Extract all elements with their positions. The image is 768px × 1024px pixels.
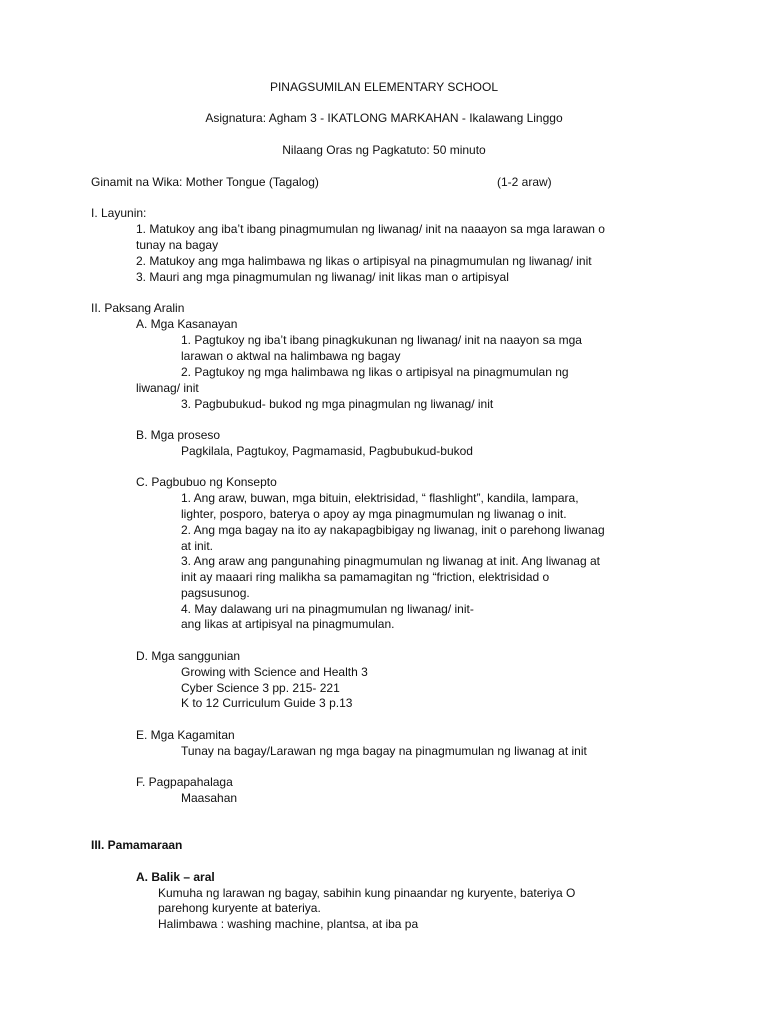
sanggunian-line: K to 12 Curriculum Guide 3 p.13 — [181, 696, 353, 710]
kasanayan-line: 2. Pagtukoy ng mga halimbawa ng likas o artipisyal na pinagmumulan ng — [181, 365, 569, 379]
kasanayan-line: 3. Pagbubukud- bukod ng mga pinagmulan ng liwanag/ init — [181, 397, 494, 411]
sanggunian-line: Cyber Science 3 pp. 215- 221 — [181, 681, 340, 695]
balik-aral-line: parehong kuryente at bateriya. — [158, 901, 321, 915]
kasanayan-line: liwanag/ init — [136, 381, 199, 395]
konsepto-line: pagsusunog. — [181, 586, 250, 600]
balik-aral-line: Kumuha ng larawan ng bagay, sabihin kung pinaandar ng kuryente, bateriya O — [158, 886, 576, 900]
kasanayan-line: 1. Pagtukoy ng iba’t ibang pinagkukunan ng liwanag/ init na naayon sa mga — [181, 333, 582, 347]
konsepto-line: 2. Ang mga bagay na ito ay nakapagbibigay ng liwanag, init o parehong liwanag — [181, 523, 605, 537]
time-allotment: Nilaang Oras ng Pagkatuto: 50 minuto — [282, 143, 486, 157]
konsepto-line: ang likas at artipisyal na pinagmumulan. — [181, 617, 395, 631]
konsepto-line: 4. May dalawang uri na pinagmumulan ng liwanag/ init- — [181, 602, 474, 616]
konsepto-heading: C. Pagbubuo ng Konsepto — [136, 475, 277, 489]
konsepto-line: at init. — [181, 539, 214, 553]
konsepto-line: init ay maaari ring malikha sa pamamagitan ng “friction, elektrisidad o — [181, 570, 550, 584]
layunin-line: 2. Matukoy ang mga halimbawa ng likas o artipisyal na pinagmumulan ng liwanag/ init — [136, 254, 592, 268]
layunin-line: 3. Mauri ang mga pinagmumulan ng liwanag/ init likas man o artipisyal — [136, 270, 509, 284]
konsepto-line: lighter, posporo, baterya o apoy ay mga pinagmumulan ng liwanag o init. — [181, 507, 567, 521]
sanggunian-heading: D. Mga sanggunian — [136, 649, 241, 663]
balik-aral-heading: A. Balik – aral — [136, 870, 215, 884]
konsepto-line: 1. Ang araw, buwan, mga bituin, elektrisidad, “ flashlight”, kandila, lampara, — [181, 491, 579, 505]
sanggunian-line: Growing with Science and Health 3 — [181, 665, 368, 679]
konsepto-line: 3. Ang araw ang pangunahing pinagmumulan ng liwanag at init. Ang liwanag at — [181, 554, 600, 568]
days-line: (1-2 araw) — [497, 175, 552, 189]
language-line: Ginamit na Wika: Mother Tongue (Tagalog) — [91, 175, 319, 189]
school-name: PINAGSUMILAN ELEMENTARY SCHOOL — [269, 80, 499, 94]
layunin-line: 1. Matukoy ang iba’t ibang pinagmumulan ng liwanag/ init na naaayon sa mga larawan o — [136, 222, 605, 236]
subject-line: Asignatura: Agham 3 - IKATLONG MARKAHAN - Ikalawang Linggo — [205, 111, 563, 125]
balik-aral-line: Halimbawa : washing machine, plantsa, at iba pa — [158, 917, 419, 931]
kasanayan-line: larawan o aktwal na halimbawa ng bagay — [181, 349, 401, 363]
pagpapahalaga-text: Maasahan — [181, 791, 238, 805]
proseso-text: Pagkilala, Pagtukoy, Pagmamasid, Pagbubukud-bukod — [181, 444, 473, 458]
layunin-heading: I. Layunin: — [91, 206, 147, 220]
pamamaraan-heading: III. Pamamaraan — [91, 838, 183, 852]
kasanayan-heading: A. Mga Kasanayan — [136, 317, 238, 331]
layunin-line: tunay na bagay — [136, 238, 219, 252]
kagamitan-heading: E. Mga Kagamitan — [136, 728, 235, 742]
paksang-aralin-heading: II. Paksang Aralin — [91, 301, 185, 315]
pagpapahalaga-heading: F. Pagpapahalaga — [136, 775, 233, 789]
kagamitan-text: Tunay na bagay/Larawan ng mga bagay na pinagmumulan ng liwanag at init — [181, 744, 587, 758]
proseso-heading: B. Mga proseso — [136, 428, 221, 442]
